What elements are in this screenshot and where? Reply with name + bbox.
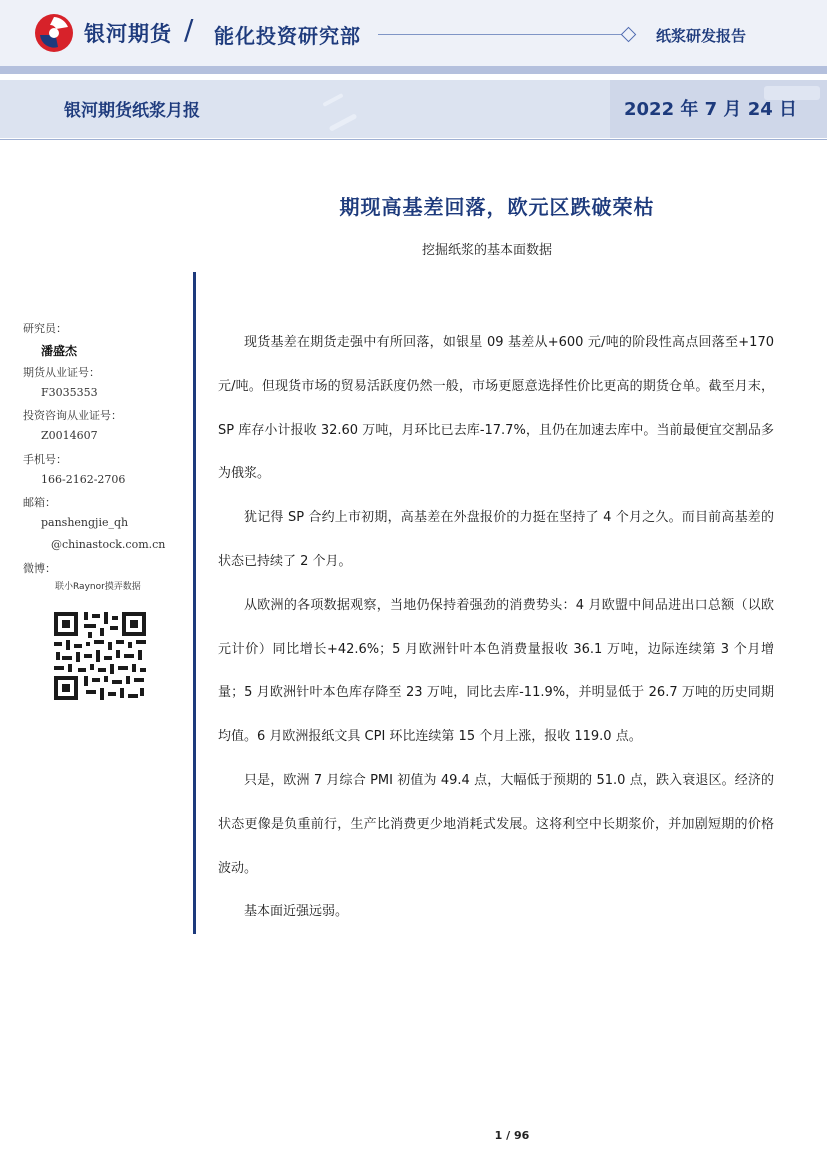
researcher-name: 潘盛杰 <box>41 344 78 358</box>
paragraph: 只是，欧洲 7 月综合 PMI 初值为 49.4 点，大幅低于预期的 51.0 点，跌入衰退区。经济的状态更像是负重前行，生产比消费更少地消耗式发展。这将利空中长期浆价，并加剧短期的价格波动。 <box>218 772 774 876</box>
paragraph: 犹记得 SP 合约上市初期，高基差在外盘报价的力挺在坚持了 4 个月之久。而目前高基差的状态已持续了 2 个月。 <box>218 510 774 569</box>
header-decor-line <box>378 34 622 35</box>
header-rule <box>0 139 827 140</box>
header-divider-slash: / <box>184 13 194 46</box>
brand-name: 银河期货 <box>84 22 172 46</box>
page-title: 期现高基差回落，欧元区跌破荣枯 <box>339 195 655 219</box>
diamond-icon <box>621 27 637 43</box>
consult-cert-label: 投资咨询从业证号： <box>23 409 122 422</box>
report-type: 纸浆研发报告 <box>656 27 747 45</box>
email-line-1: panshengjie_qh <box>41 516 129 529</box>
page-number: 1 / 96 <box>494 1129 530 1142</box>
futures-cert-label: 期货从业证号： <box>23 366 100 379</box>
weibo-label: 微博： <box>23 562 56 575</box>
department-name: 能化投资研究部 <box>214 24 361 48</box>
galaxy-futures-logo-icon <box>34 13 74 53</box>
consult-cert: Z0014607 <box>41 429 98 442</box>
report-date: 2022 年 7 月 24 日 <box>624 99 798 120</box>
monthly-report-title: 银河期货纸浆月报 <box>64 101 200 121</box>
paragraph: 现货基差在期货走强中有所回落，如银星 09 基差从+600 元/吨的阶段性高点回落至+170 元/吨。但现货市场的贸易活跃度仍然一般，市场更愿意选择性价比更高的期货仓单。截至月末，SP 库存小计报收 32.60 万吨，月环比已去库-17.7%，且仍在加速去库中。当前最便宜交割品多为俄浆。 <box>218 335 774 482</box>
paragraph: 基本面近强远弱。 <box>244 904 349 920</box>
futures-cert: F3035353 <box>41 386 98 399</box>
page-header <box>0 0 827 66</box>
phone: 166-2162-2706 <box>41 473 126 486</box>
page-subtitle: 挖掘纸浆的基本面数据 <box>421 243 552 258</box>
sidebar-divider <box>193 272 196 934</box>
email-line-2: @chinastock.com.cn <box>51 538 166 551</box>
report-body <box>218 321 774 934</box>
header-band <box>0 66 827 74</box>
paragraph: 从欧洲的各项数据观察，当地仍保持着强劲的消费势头：4 月欧盟中间品进出口总额（以欧元计价）同比增长+42.6%；5 月欧洲针叶本色消费量报收 36.1 万吨，边际连续第 3 个月增量；5 月欧洲针叶本色库存降至 23 万吨，同比去库-11.9%，并明显低于 26.7 万吨的历史同期均值。6 月欧洲报纸文具 CPI 环比连续第 15 个月上涨，报收 119.0 点。 <box>218 597 774 745</box>
researcher-label: 研究员： <box>23 322 67 335</box>
phone-label: 手机号： <box>23 453 67 466</box>
qr-code-icon <box>52 610 148 702</box>
email-label: 邮箱： <box>23 496 56 509</box>
weibo-handle: 联小Raynor摸弄数据 <box>55 582 141 592</box>
